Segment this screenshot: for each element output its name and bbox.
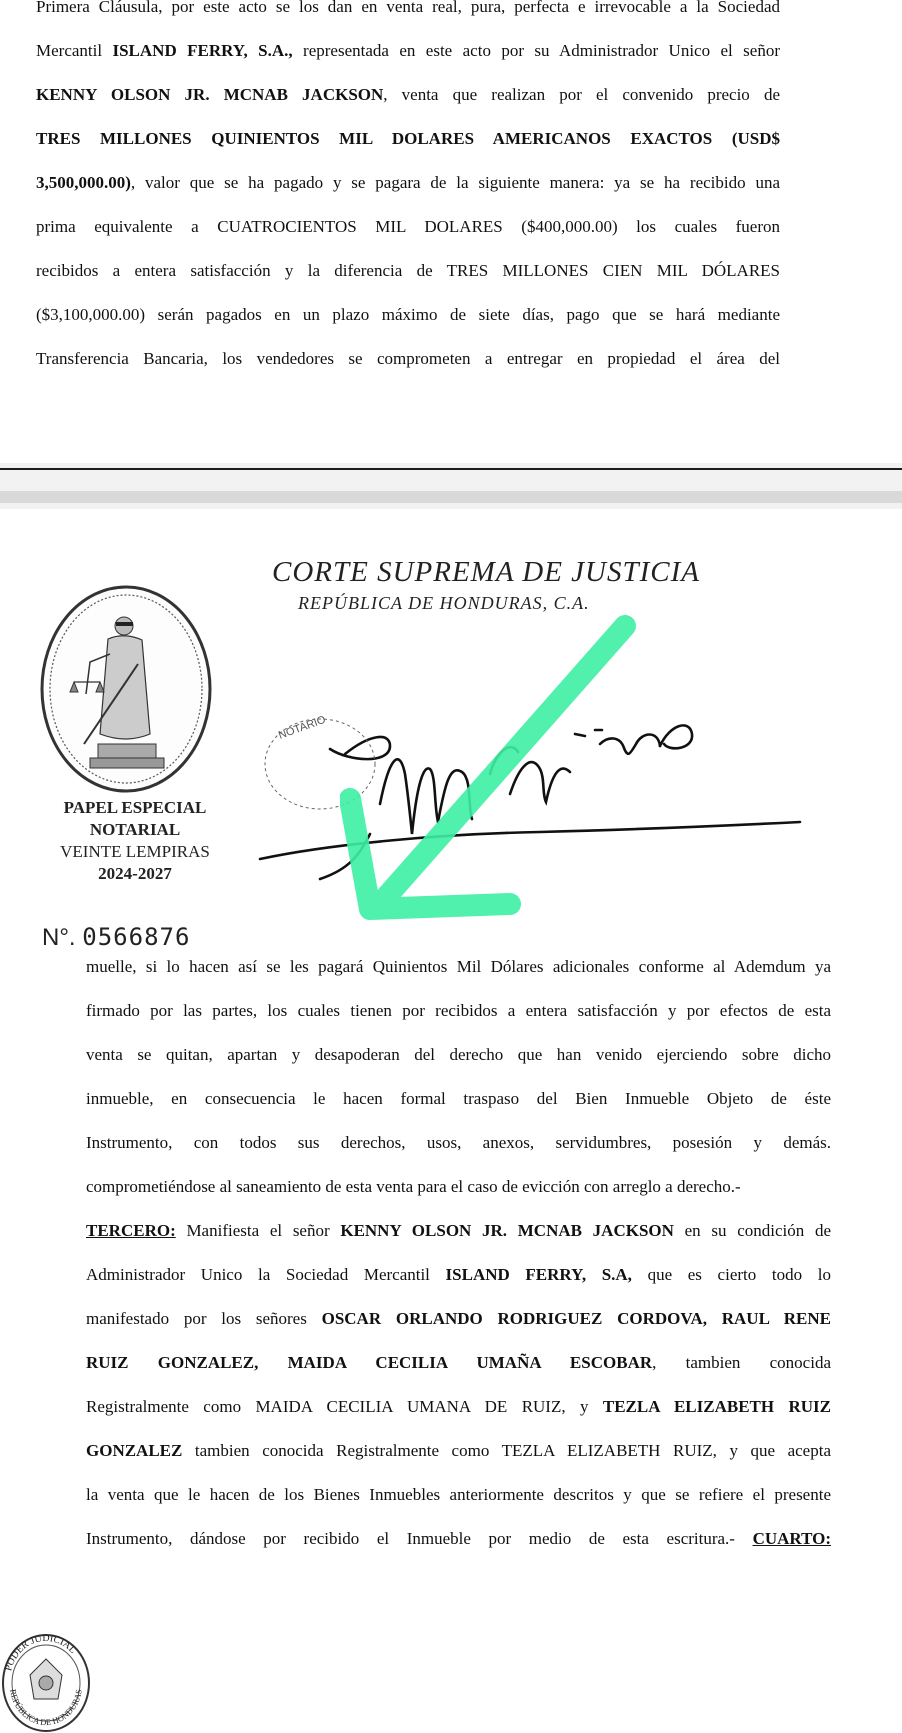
text-run: , venta que realizan por el convenido precio de bbox=[383, 85, 780, 104]
text-line bbox=[36, 41, 780, 65]
text-run: tambien conocida Registralmente como TEZLA ELIZABETH RUIZ, y que acepta bbox=[182, 1441, 831, 1460]
text-run: muelle, si lo hacen así se les pagará Quinientos Mil Dólares adicionales conforme al Ademdum ya bbox=[86, 957, 831, 976]
text-run: Instrumento, con todos sus derechos, usos, anexos, servidumbres, posesión y demás. bbox=[86, 1133, 831, 1152]
document-page-1 bbox=[0, 0, 902, 463]
serial-value: 0566876 bbox=[82, 923, 191, 951]
text-line bbox=[86, 1177, 831, 1201]
text-line bbox=[86, 1529, 831, 1553]
text-line bbox=[86, 1485, 831, 1509]
text-run: Primera Cláusula, por este acto se los dan en venta real, pura, perfecta e irrevocable a la Sociedad bbox=[36, 0, 780, 16]
text-run: ($3,100,000.00) serán pagados en un plazo máximo de siete días, pago que se hará mediante bbox=[36, 305, 780, 324]
page-divider bbox=[0, 463, 902, 509]
text-line bbox=[36, 85, 780, 109]
svg-text:NOTARIO: NOTARIO bbox=[276, 713, 328, 742]
text-run: en su condición de bbox=[673, 1221, 831, 1240]
bold-run: ISLAND FERRY, S.A, bbox=[445, 1265, 632, 1284]
green-arrow-annotation-icon bbox=[340, 604, 660, 934]
text-run: prima equivalente a CUATROCIENTOS MIL DOLARES ($400,000.00) los cuales fueron bbox=[36, 217, 780, 236]
text-run: venta se quitan, apartan y desapoderan del derecho que han venido ejerciendo sobre dicho bbox=[86, 1045, 831, 1064]
text-run: Administrador Unico la Sociedad Mercantil bbox=[86, 1265, 446, 1284]
stamp-line-4: 2024-2027 bbox=[98, 864, 172, 883]
text-line bbox=[36, 217, 780, 241]
text-line bbox=[86, 1045, 831, 1069]
text-line bbox=[36, 129, 780, 153]
text-line bbox=[86, 1133, 831, 1157]
bold-run: GONZALEZ bbox=[86, 1441, 183, 1460]
divider-band bbox=[0, 491, 902, 503]
text-run: manifestado por los señores bbox=[86, 1309, 322, 1328]
poder-judicial-seal-icon bbox=[0, 1629, 92, 1733]
document-page-2 bbox=[0, 509, 902, 1728]
bold-run: KENNY OLSON JR. MCNAB JACKSON bbox=[36, 85, 384, 104]
court-title: CORTE SUPREMA DE JUSTICIA bbox=[272, 556, 700, 588]
text-line bbox=[36, 349, 780, 373]
text-run: Registralmente como MAIDA CECILIA UMANA DE RUIZ, y bbox=[86, 1397, 603, 1416]
text-line bbox=[86, 1221, 831, 1245]
text-line bbox=[36, 0, 780, 21]
text-run: que es cierto todo lo bbox=[631, 1265, 831, 1284]
serial-number bbox=[42, 923, 190, 952]
text-line bbox=[86, 1397, 831, 1421]
text-line bbox=[36, 173, 780, 197]
text-line bbox=[86, 1001, 831, 1025]
seal-bottom-text: REPÚBLICA DE HONDURAS bbox=[8, 1688, 84, 1728]
text-line bbox=[36, 305, 780, 329]
text-run: la venta que le hacen de los Bienes Inmuebles anteriormente descritos y que se refiere el presente bbox=[86, 1485, 831, 1504]
section-heading: TERCERO: bbox=[86, 1221, 176, 1240]
text-line bbox=[86, 1309, 831, 1333]
text-line bbox=[86, 957, 831, 981]
bold-run: TRES MILLONES QUINIENTOS MIL DOLARES AMERICANOS EXACTOS (USD$ bbox=[36, 129, 780, 148]
text-run: Manifiesta el señor bbox=[175, 1221, 341, 1240]
serial-prefix: N°. bbox=[42, 924, 76, 951]
seal-top-text: PODER JUDICIAL bbox=[3, 1632, 79, 1673]
text-line bbox=[86, 1441, 831, 1465]
text-run: Instrumento, dándose por recibido el Inmueble por medio de esta escritura.- bbox=[86, 1529, 753, 1548]
text-line bbox=[86, 1089, 831, 1113]
text-run: Transferencia Bancaria, los vendedores se comprometen a entregar en propiedad el área del bbox=[36, 349, 780, 368]
text-line bbox=[86, 1265, 831, 1289]
bold-run: RUIZ GONZALEZ, MAIDA CECILIA UMAÑA ESCOBAR bbox=[86, 1353, 653, 1372]
text-run: , valor que se ha pagado y se pagara de la siguiente manera: ya se ha recibido una bbox=[130, 173, 780, 192]
text-run: Mercantil bbox=[36, 41, 113, 60]
stamp-line-2: NOTARIAL bbox=[89, 820, 181, 839]
stamp-line-3: VEINTE LEMPIRAS bbox=[60, 842, 210, 861]
text-run: firmado por las partes, los cuales tienen por recibidos a entera satisfacción y por efectos de esta bbox=[86, 1001, 831, 1020]
notarial-stamp bbox=[30, 797, 240, 885]
divider-rule bbox=[0, 468, 902, 470]
lady-justice-seal-icon bbox=[38, 584, 214, 795]
bold-run: ISLAND FERRY, S.A., bbox=[112, 41, 293, 60]
text-run: representada en este acto por su Administrador Unico el señor bbox=[292, 41, 780, 60]
text-run: comprometiéndose al saneamiento de esta venta para el caso de evicción con arreglo a derecho.- bbox=[86, 1177, 741, 1196]
bold-run: KENNY OLSON JR. MCNAB JACKSON bbox=[340, 1221, 674, 1240]
court-subtitle: REPÚBLICA DE HONDURAS, C.A. bbox=[298, 593, 590, 613]
text-line bbox=[36, 261, 780, 285]
bold-run: 3,500,000.00) bbox=[36, 173, 131, 192]
section-heading: CUARTO: bbox=[752, 1529, 831, 1548]
text-run: recibidos a entera satisfacción y la diferencia de TRES MILLONES CIEN MIL DÓLARES bbox=[36, 261, 780, 280]
bold-run: TEZLA ELIZABETH RUIZ bbox=[602, 1397, 831, 1416]
text-run: inmueble, en consecuencia le hacen formal traspaso del Bien Inmueble Objeto de éste bbox=[86, 1089, 831, 1108]
stamp-line-1: PAPEL ESPECIAL bbox=[63, 798, 207, 817]
bold-run: OSCAR ORLANDO RODRIGUEZ CORDOVA, RAUL RENE bbox=[321, 1309, 831, 1328]
text-run: , tambien conocida bbox=[652, 1353, 831, 1372]
text-line bbox=[86, 1353, 831, 1377]
